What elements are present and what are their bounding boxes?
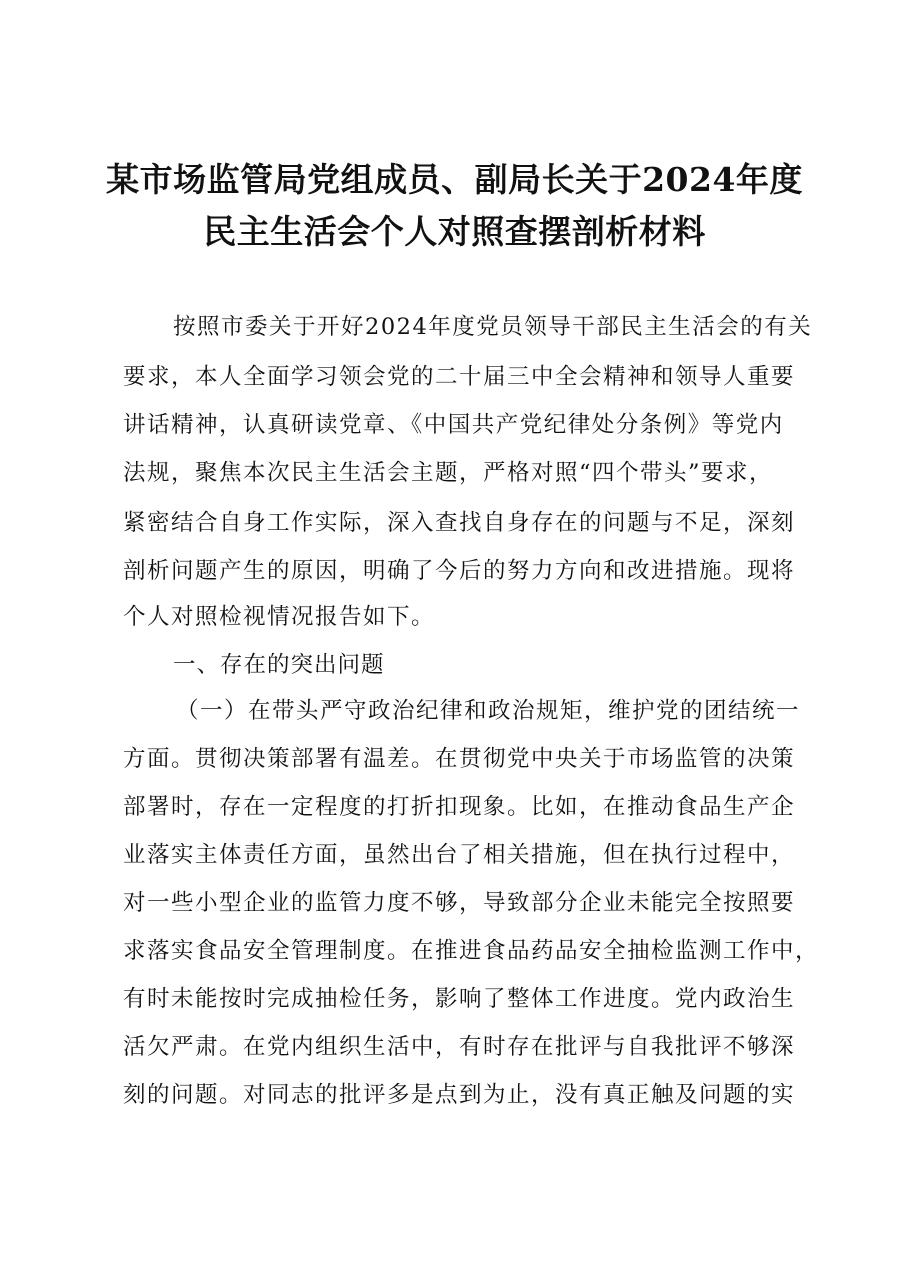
intro-paragraph-line: 紧密结合自身工作实际，深入查找自身存在的问题与不足，深刻 — [123, 510, 796, 536]
subsection-paragraph-line: 求落实食品安全管理制度。在推进食品药品安全抽检监测工作中， — [123, 938, 820, 964]
subsection-paragraph-line: 有时未能按时完成抽检任务，影响了整体工作进度。党内政治生 — [123, 986, 796, 1012]
document-title-line-1: 某市场监管局党组成员、副局长关于2024年度 — [106, 160, 803, 199]
intro-paragraph-line: 讲话精神，认真研读党章、《中国共产党纪律处分条例》等党内 — [123, 412, 784, 438]
subsection-paragraph-line: 业落实主体责任方面，虽然出台了相关措施，但在执行过程中， — [123, 842, 796, 868]
section-heading: 一、存在的突出问题 — [173, 652, 385, 678]
document-title-line-2: 民主生活会个人对照查摆剖析材料 — [203, 212, 706, 251]
subsection-paragraph-line: 部署时，存在一定程度的打折扣现象。比如，在推动食品生产企 — [123, 794, 796, 820]
subsection-paragraph-line: 对一些小型企业的监管力度不够，导致部分企业未能完全按照要 — [123, 890, 796, 916]
intro-paragraph-line: 法规，聚焦本次民主生活会主题，严格对照“四个带头”要求， — [123, 460, 774, 486]
subsection-paragraph-line: （一）在带头严守政治纪律和政治规矩，维护党的团结统一 — [176, 698, 801, 724]
subsection-paragraph-line: 方面。贯彻决策部署有温差。在贯彻党中央关于市场监管的决策 — [123, 746, 796, 772]
intro-paragraph-line: 个人对照检视情况报告如下。 — [123, 604, 436, 630]
intro-paragraph-line: 剖析问题产生的原因，明确了今后的努力方向和改进措施。现将 — [123, 558, 796, 584]
subsection-paragraph-line: 刻的问题。对同志的批评多是点到为止，没有真正触及问题的实 — [123, 1082, 796, 1108]
intro-paragraph-line: 按照市委关于开好2024年度党员领导干部民主生活会的有关 — [173, 314, 813, 340]
subsection-paragraph-line: 活欠严肃。在党内组织生活中，有时存在批评与自我批评不够深 — [123, 1034, 796, 1060]
intro-paragraph-line: 要求，本人全面学习领会党的二十届三中全会精神和领导人重要 — [123, 364, 796, 390]
